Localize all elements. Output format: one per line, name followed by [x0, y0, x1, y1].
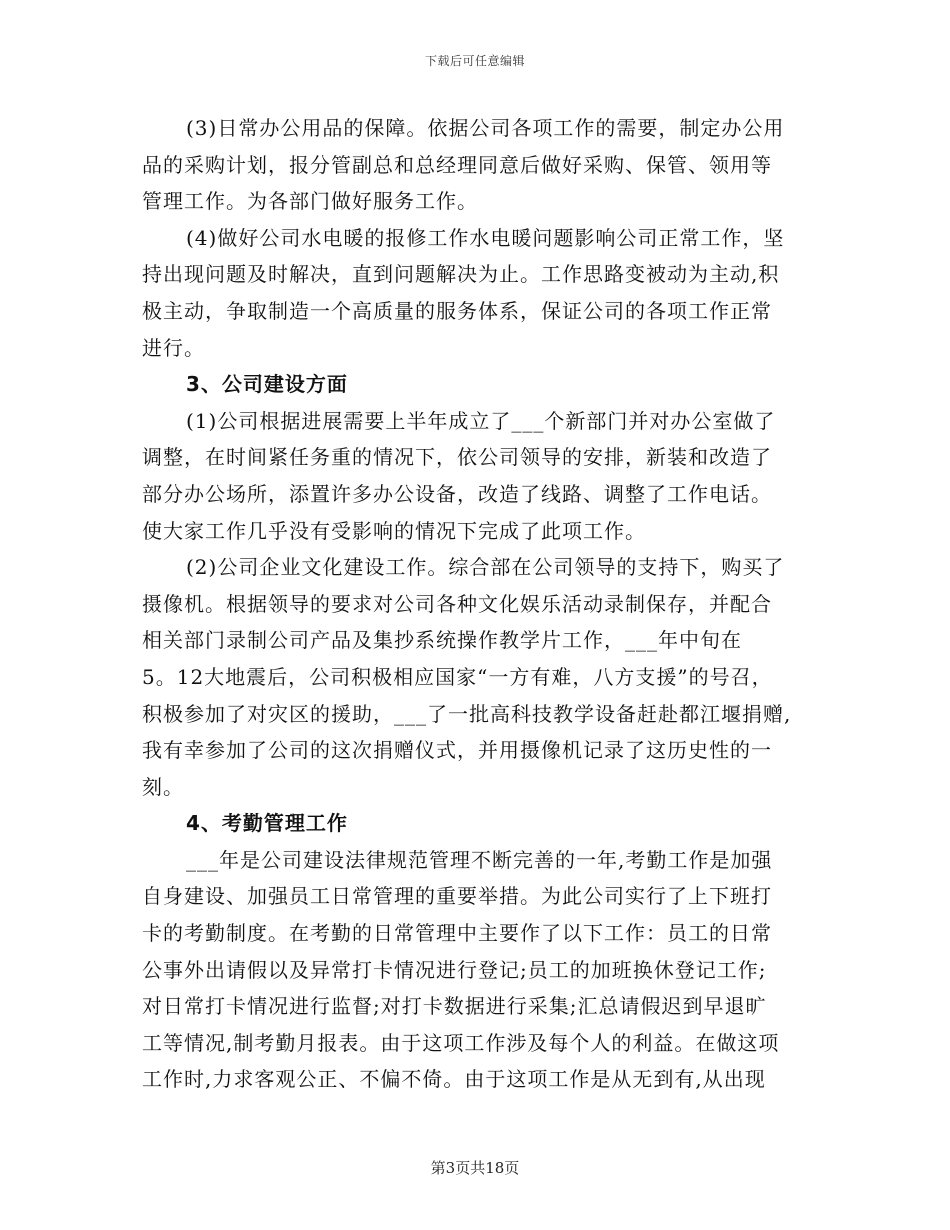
section-heading: 3、公司建设方面 [186, 372, 348, 397]
paragraph-line: 部分办公场所，添置许多办公设备，改造了线路、调整了工作电话。 [142, 481, 772, 506]
page-footer: 第3页共18页 [430, 1159, 520, 1177]
paragraph-line: 刻。 [142, 774, 184, 799]
paragraph-line: 自身建设、加强员工日常管理的重要举措。为此公司实行了上下班打 [142, 884, 772, 909]
paragraph-line: 品的采购计划，报分管副总和总经理同意后做好采购、保管、领用等 [142, 152, 772, 177]
paragraph-line: 摄像机。根据领导的要求对公司各种文化娱乐活动录制保存，并配合 [142, 591, 772, 616]
paragraph-line: 极主动，争取制造一个高质量的服务体系，保证公司的各项工作正常 [142, 298, 772, 323]
paragraph-line: (3)日常办公用品的保障。依据公司各项工作的需要，制定办公用 [186, 116, 785, 140]
paragraph-line: 调整，在时间紧任务重的情况下，依公司领导的安排，新装和改造了 [142, 445, 772, 470]
paragraph-line: ___年是公司建设法律规范管理不断完善的一年,考勤工作是加强 [186, 847, 773, 872]
paragraph-line: 相关部门录制公司产品及集抄系统操作教学片工作，___年中旬在 [142, 628, 742, 653]
paragraph-line: (4)做好公司水电暖的报修工作水电暖问题影响公司正常工作，坚 [186, 225, 785, 250]
paragraph-line: 工作时,力求客观公正、不偏不倚。由于这项工作是从无到有,从出现 [142, 1067, 766, 1092]
section-heading: 4、考勤管理工作 [186, 811, 348, 836]
paragraph-line: 管理工作。为各部门做好服务工作。 [142, 189, 478, 214]
paragraph-line: (2)公司企业文化建设工作。综合部在公司领导的支持下，购买了 [186, 555, 785, 580]
paragraph-line: 我有幸参加了公司的这次捐赠仪式，并用摄像机记录了这历史性的一 [142, 738, 772, 763]
paragraph-line: (1)公司根据进展需要上半年成立了___个新部门并对办公室做了 [186, 408, 776, 433]
paragraph-line: 持出现问题及时解决，直到问题解决为止。工作思路变被动为主动,积 [142, 262, 780, 287]
paragraph-line: 公事外出请假以及异常打卡情况进行登记;员工的加班换休登记工作; [142, 957, 767, 982]
paragraph-line: 卡的考勤制度。在考勤的日常管理中主要作了以下工作：员工的日常 [142, 921, 772, 946]
paragraph-line: 工等情况,制考勤月报表。由于这项工作涉及每个人的利益。在做这项 [142, 1030, 780, 1055]
paragraph-line: 5。12大地震后，公司积极相应国家“一方有难，八方支援”的号召， [142, 664, 773, 689]
page-header: 下载后可任意编辑 [424, 54, 525, 68]
paragraph-line: 进行。 [142, 335, 205, 360]
paragraph-line: 使大家工作几乎没有受影响的情况下完成了此项工作。 [142, 518, 646, 543]
paragraph-line: 对日常打卡情况进行监督;对打卡数据进行采集;汇总请假迟到早退旷 [142, 994, 767, 1019]
document-body [142, 110, 822, 1098]
paragraph-line: 积极参加了对灾区的援助，___了一批高科技教学设备赶赴都江堰捐赠, [142, 701, 792, 726]
